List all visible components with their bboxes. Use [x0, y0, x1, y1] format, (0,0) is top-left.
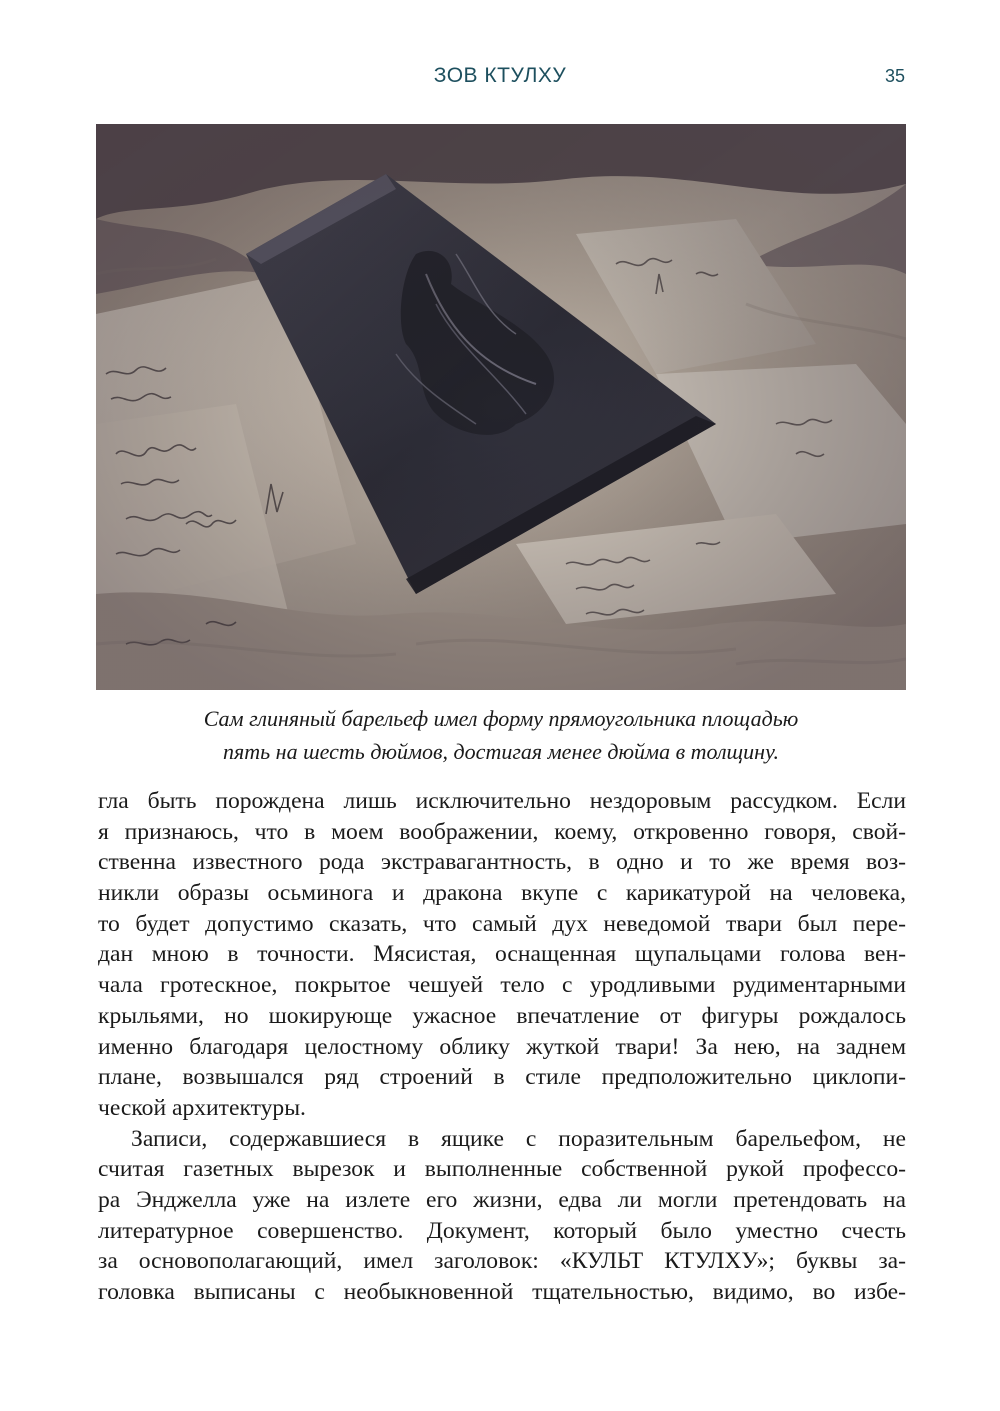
text-line: чала гротескное, покрытое чешуей тело с уродливыми рудиментарными	[98, 972, 906, 999]
text-line: головка выписаны с необыкновенной тщательностью, видимо, во избе-	[98, 1279, 906, 1305]
body-text	[98, 786, 906, 1308]
text-line: ра Энджелла уже на излете его жизни, едва ли могли претендовать на	[98, 1186, 906, 1213]
text-line: дан мною в точности. Мясистая, оснащенная щупальцами голова вен-	[98, 941, 906, 968]
running-head-title: ЗОВ КТУЛХУ	[433, 64, 567, 87]
text-line: литературное совершенство. Документ, который было уместно счесть	[98, 1217, 906, 1244]
text-line: никли образы осьминога и дракона вкупе с карикатурой на человека,	[98, 880, 906, 907]
text-line: ственна известного рода экстравагантность, в одно и то же время воз-	[98, 849, 906, 876]
caption-line: Сам глиняный барельеф имел форму прямоугольника площадью	[203, 706, 799, 731]
bas-relief-illustration	[96, 124, 906, 690]
figure-caption	[96, 702, 906, 768]
text-line: ческой архитектуры.	[98, 1094, 306, 1121]
text-line: я признаюсь, что в моем воображении, коему, откровенно говоря, свой-	[98, 818, 906, 845]
bas-relief-painting	[96, 124, 906, 690]
text-line: за основополагающий, имел заголовок: «КУЛЬТ КТУЛХУ»; буквы за-	[98, 1248, 906, 1275]
text-line: считая газетных вырезок и выполненные собственной рукой профессо-	[98, 1156, 906, 1183]
caption-line: пять на шесть дюймов, достигая менее дюйма в толщину.	[223, 739, 779, 764]
text-line: именно благодаря целостному облику жуткой твари! За нею, на заднем	[98, 1033, 906, 1060]
text-line: плане, возвышался ряд строений в стиле предположительно циклопи-	[98, 1064, 906, 1091]
text-line: крыльями, но шокирующе ужасное впечатление от фигуры рождалось	[98, 1002, 906, 1029]
text-line: Записи, содержавшиеся в ящике с поразительным барельефом, не	[131, 1125, 906, 1152]
text-line: то будет допустимо сказать, что самый дух неведомой твари был пере-	[98, 910, 906, 937]
page-number: 35	[884, 66, 905, 86]
text-line: гла быть порождена лишь исключительно нездоровым рассудком. Если	[98, 788, 906, 814]
